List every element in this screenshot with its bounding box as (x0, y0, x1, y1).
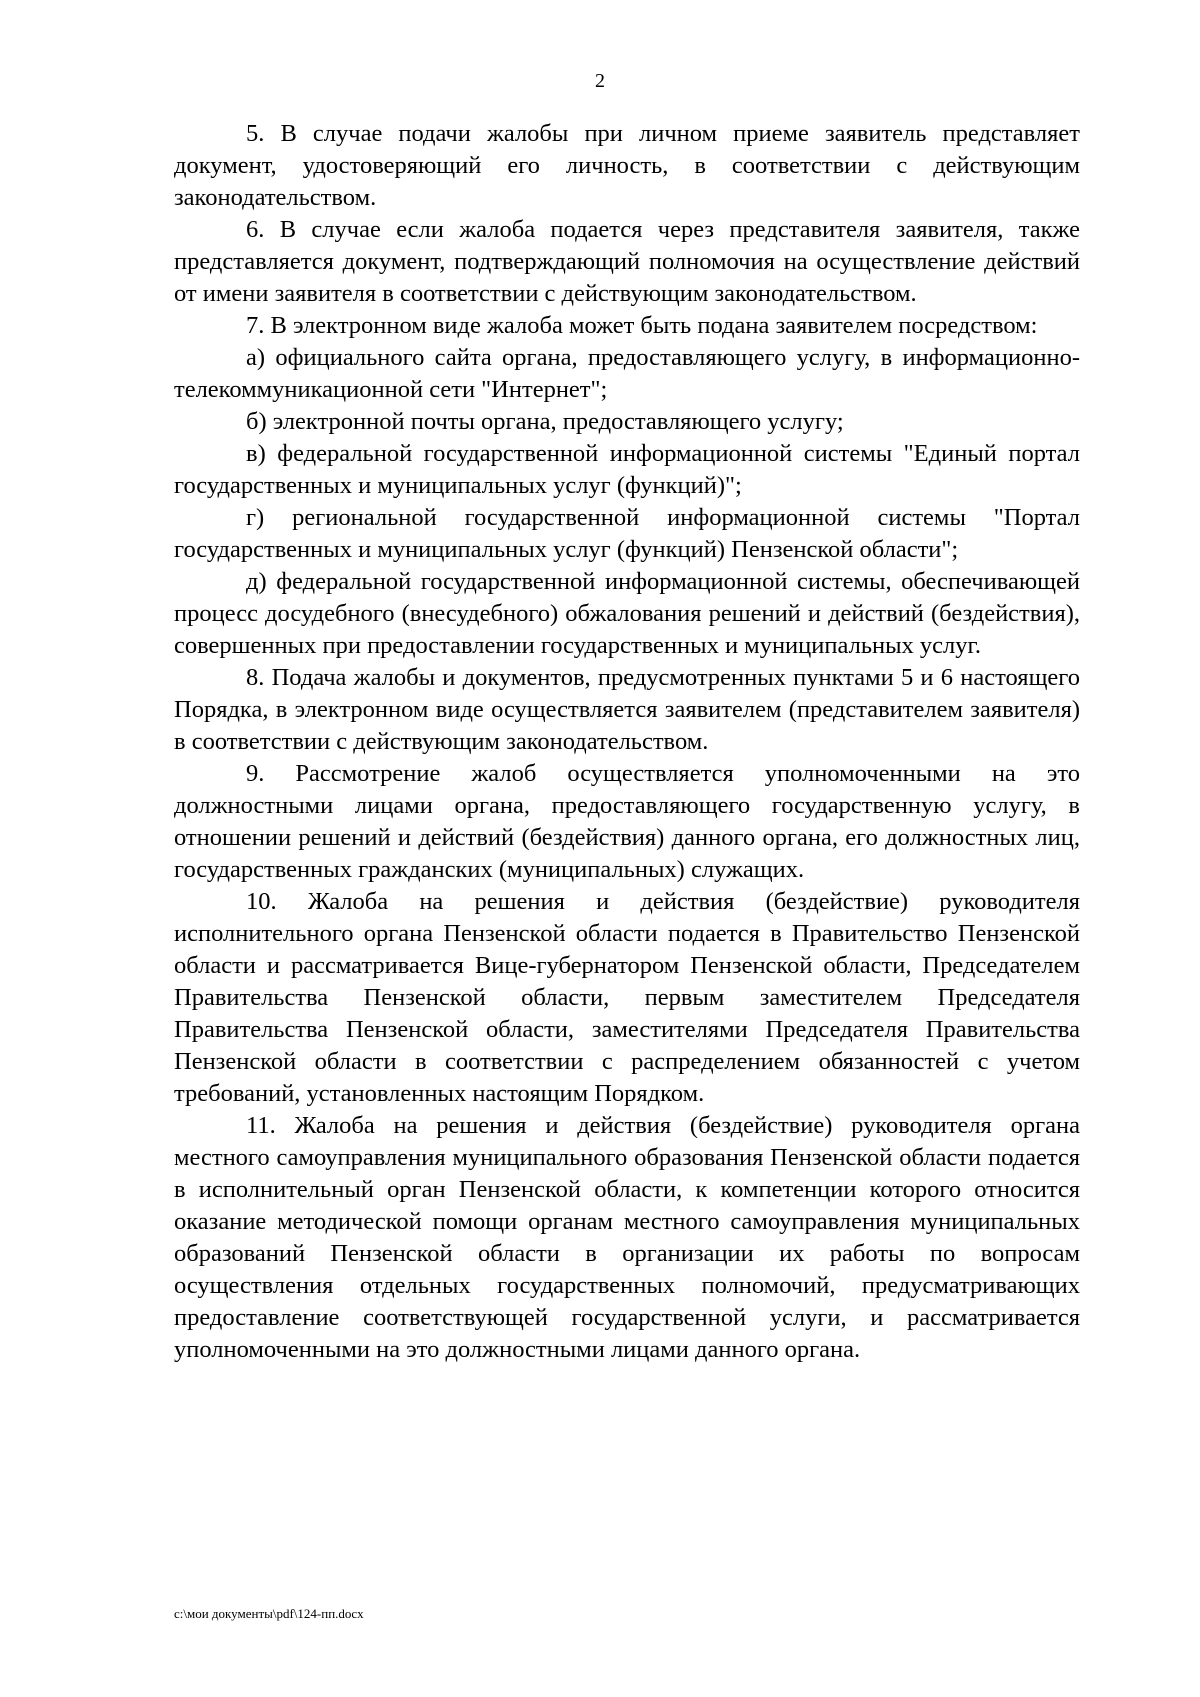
paragraph-8: 8. Подача жалобы и документов, предусмотренных пунктами 5 и 6 настоящего Порядка, в электронном виде осуществляется заявителем (представителем заявителя) в соответствии с действующим законодательством. (174, 664, 1080, 755)
paragraph-7b: б) электронной почты органа, предоставляющего услугу; (246, 408, 844, 435)
page-number: 2 (595, 70, 605, 92)
paragraph-7a: а) официального сайта органа, предоставляющего услугу, в информационно-телекоммуникационной сети "Интернет"; (174, 344, 1080, 403)
paragraph-7v: в) федеральной государственной информационной системы "Единый портал государственных и муниципальных услуг (функций)"; (174, 440, 1080, 499)
paragraph-7g: г) региональной государственной информационной системы "Портал государственных и муниципальных услуг (функций) Пензенской области"; (174, 504, 1080, 563)
paragraph-6: 6. В случае если жалоба подается через представителя заявителя, также представляется документ, подтверждающий полномочия на осуществление действий от имени заявителя в соответствии с действующим законодательством. (174, 216, 1080, 307)
footer-file-path: c:\мои документы\pdf\124-пп.docx (174, 1606, 364, 1621)
paragraph-11: 11. Жалоба на решения и действия (бездействие) руководителя органа местного самоуправления муниципального образования Пензенской области подается в исполнительный орган Пензенской области, к компетенции которого относится оказание методической помощи органам местного самоуправления муниципальных образований Пензенской области в организации их работы по вопросам осуществления отдельных государственных полномочий, предусматривающих предоставление соответствующей государственной услуги, и рассматривается уполномоченными на это должностными лицами данного органа. (174, 1112, 1080, 1363)
paragraph-10: 10. Жалоба на решения и действия (бездействие) руководителя исполнительного органа Пензенской области подается в Правительство Пензенской области и рассматривается Вице-губернатором Пензенской области, Председателем Правительства Пензенской области, первым заместителем Председателя Правительства Пензенской области, заместителями Председателя Правительства Пензенской области в соответствии с распределением обязанностей с учетом требований, установленных настоящим Порядком. (174, 888, 1080, 1107)
paragraph-7d: д) федеральной государственной информационной системы, обеспечивающей процесс досудебного (внесудебного) обжалования решений и действий (бездействия), совершенных при предоставлении государственных и муниципальных услуг. (174, 568, 1080, 659)
paragraph-7: 7. В электронном виде жалоба может быть подана заявителем посредством: (246, 312, 1038, 339)
paragraph-5: 5. В случае подачи жалобы при личном приеме заявитель представляет документ, удостоверяющий его личность, в соответствии с действующим законодательством. (174, 120, 1080, 211)
paragraph-9: 9. Рассмотрение жалоб осуществляется уполномоченными на это должностными лицами органа, предоставляющего государственную услугу, в отношении решений и действий (бездействия) данного органа, его должностных лиц, государственных гражданских (муниципальных) служащих. (174, 760, 1080, 883)
document-body (174, 118, 1080, 1366)
